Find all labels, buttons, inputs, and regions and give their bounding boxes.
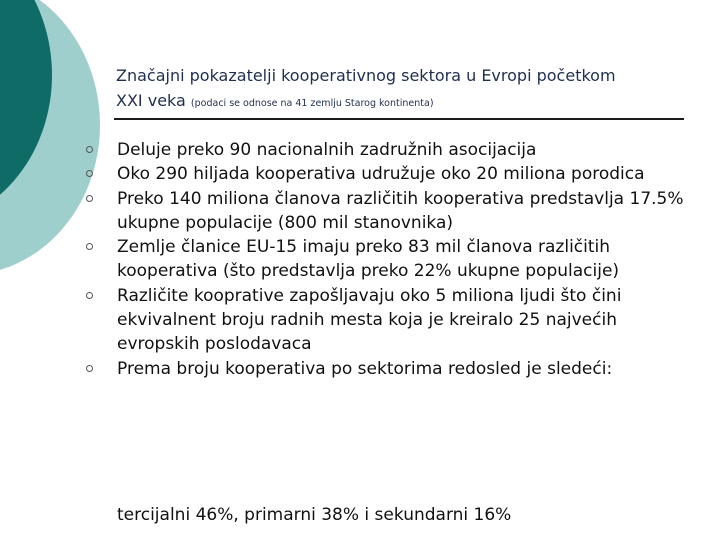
bullet-circle-icon: [86, 146, 93, 153]
bullet-circle-icon: [86, 243, 93, 250]
bullet-circle-icon: [86, 365, 93, 372]
title-note: (podaci se odnose na 41 zemlju Starog kontinenta): [190, 98, 434, 109]
bullet-text: Preko 140 miliona članova različitih kooperativa predstavlja 17.5% ukupne populacije (800 mil stanovnika): [117, 188, 684, 233]
slide-title: [116, 63, 706, 116]
bullet-text: Deluje preko 90 nacionalnih zadružnih asocijacija: [117, 140, 537, 160]
bullet-item: [86, 162, 686, 186]
bullet-item: [86, 138, 686, 162]
bullet-circle-icon: [86, 170, 93, 177]
bullet-item: [86, 187, 686, 236]
bullet-text: Različite kooprative zapošljavaju oko 5 miliona ljudi što čini ekvivalnent broju radnih mesta koja je kreiralo 25 najvećih evropskih poslodavaca: [117, 285, 622, 355]
bullet-item: [86, 235, 686, 284]
title-line2: XXI veka: [116, 91, 186, 110]
bullet-text: Zemlje članice EU-15 imaju preko 83 mil članova različitih kooperativa (što predstavlja preko 22% ukupne populacije): [117, 237, 620, 282]
bullet-continuation: tercijalni 46%, primarni 38% i sekundarni 16%: [117, 505, 512, 525]
bullet-circle-icon: [86, 195, 93, 202]
title-divider: [114, 118, 684, 120]
bullet-text: Prema broju kooperativa po sektorima redosled je sledeći:: [117, 358, 613, 379]
title-main: Značajni pokazatelji kooperativnog sektora u Evropi početkom: [116, 66, 616, 85]
bullet-item: [86, 284, 686, 357]
bullet-list: [86, 138, 686, 381]
bullet-circle-icon: [86, 292, 93, 299]
bullet-text: Oko 290 hiljada kooperativa udružuje oko 20 miliona porodica: [117, 164, 645, 185]
bullet-item: [86, 357, 686, 381]
